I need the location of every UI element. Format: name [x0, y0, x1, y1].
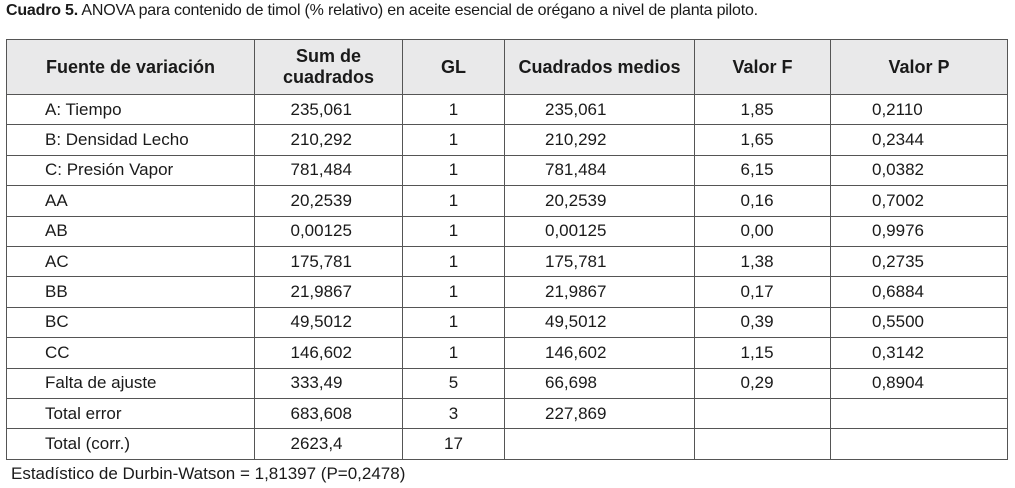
- header-mean-squares: Cuadrados medios: [505, 40, 695, 95]
- table-row: [7, 429, 1008, 459]
- table-row: [7, 155, 1008, 185]
- cell-p-value: 0,0382: [831, 155, 1008, 185]
- cell-mean-squares: 0,00125: [505, 216, 695, 246]
- cell-gl: 1: [403, 216, 505, 246]
- cell-sum-squares-value: 0,00125: [290, 221, 352, 241]
- cell-sum-squares: [255, 307, 403, 337]
- cell-f-value: [695, 155, 831, 185]
- cell-sum-squares: [255, 338, 403, 368]
- cell-sum-squares: [255, 155, 403, 185]
- cell-sum-squares-value: 333,49: [290, 373, 343, 393]
- cell-mean-squares: 49,5012: [505, 307, 695, 337]
- caption-label: Cuadro 5.: [6, 2, 78, 19]
- cell-p-value: [831, 429, 1008, 459]
- cell-f-value: [695, 216, 831, 246]
- cell-f-value-value: 1,65: [740, 130, 774, 150]
- cell-source: AB: [7, 216, 255, 246]
- cell-sum-squares: [255, 398, 403, 428]
- cell-f-value: [695, 125, 831, 155]
- cell-sum-squares-value: 210,292: [290, 130, 352, 150]
- cell-mean-squares: 227,869: [505, 398, 695, 428]
- cell-f-value: [695, 338, 831, 368]
- table-row: [7, 95, 1008, 125]
- cell-f-value: [695, 307, 831, 337]
- cell-sum-squares: [255, 246, 403, 276]
- cell-gl: 17: [403, 429, 505, 459]
- cell-mean-squares: 235,061: [505, 95, 695, 125]
- header-source: Fuente de variación: [7, 40, 255, 95]
- cell-sum-squares-value: 49,5012: [290, 312, 352, 332]
- cell-p-value: 0,9976: [831, 216, 1008, 246]
- cell-f-value: [695, 398, 831, 428]
- cell-p-value: 0,2110: [831, 95, 1008, 125]
- cell-f-value: [695, 368, 831, 398]
- table-row: [7, 216, 1008, 246]
- cell-p-value: 0,8904: [831, 368, 1008, 398]
- caption-text: ANOVA para contenido de timol (% relativo) en aceite esencial de orégano a nivel de planta piloto.: [81, 2, 758, 19]
- cell-source: BC: [7, 307, 255, 337]
- cell-source: Falta de ajuste: [7, 368, 255, 398]
- cell-sum-squares: [255, 95, 403, 125]
- cell-source: C: Presión Vapor: [7, 155, 255, 185]
- table-row: [7, 246, 1008, 276]
- cell-f-value-value: 0,00: [740, 221, 774, 241]
- cell-source: AA: [7, 186, 255, 216]
- cell-f-value: [695, 95, 831, 125]
- cell-source: Total (corr.): [7, 429, 255, 459]
- cell-p-value: [831, 398, 1008, 428]
- table-row: [7, 307, 1008, 337]
- cell-f-value-value: 1,85: [740, 99, 774, 119]
- cell-source: A: Tiempo: [7, 95, 255, 125]
- cell-p-value: 0,3142: [831, 338, 1008, 368]
- cell-f-value-value: 1,38: [740, 251, 774, 271]
- cell-gl: 1: [403, 125, 505, 155]
- anova-table: [6, 39, 1008, 460]
- table-row: [7, 125, 1008, 155]
- cell-p-value: 0,5500: [831, 307, 1008, 337]
- cell-gl: 1: [403, 277, 505, 307]
- cell-sum-squares-value: 175,781: [290, 251, 352, 271]
- cell-mean-squares: 66,698: [505, 368, 695, 398]
- cell-gl: 1: [403, 95, 505, 125]
- cell-f-value-value: 0,16: [740, 190, 774, 210]
- cell-f-value-value: 0,17: [740, 282, 774, 302]
- durbin-watson-footnote: Estadístico de Durbin-Watson = 1,81397 (P=0,2478): [11, 464, 406, 483]
- cell-sum-squares-value: 146,602: [290, 342, 352, 362]
- cell-sum-squares-value: 683,608: [290, 403, 352, 423]
- cell-f-value: [695, 246, 831, 276]
- cell-gl: 1: [403, 338, 505, 368]
- cell-f-value-value: 1,15: [740, 342, 774, 362]
- cell-mean-squares: 781,484: [505, 155, 695, 185]
- cell-gl: 1: [403, 186, 505, 216]
- cell-source: Total error: [7, 398, 255, 428]
- cell-sum-squares-value: 235,061: [290, 99, 352, 119]
- cell-sum-squares-value: 2623,4: [290, 433, 343, 453]
- cell-f-value: [695, 429, 831, 459]
- header-sum-line1: Sum de: [295, 46, 361, 66]
- cell-f-value: [695, 277, 831, 307]
- cell-mean-squares: 20,2539: [505, 186, 695, 216]
- cell-mean-squares: 210,292: [505, 125, 695, 155]
- cell-gl: 1: [403, 155, 505, 185]
- table-row: [7, 338, 1008, 368]
- header-p-value: Valor P: [831, 40, 1008, 95]
- cell-source: B: Densidad Lecho: [7, 125, 255, 155]
- cell-mean-squares: 175,781: [505, 246, 695, 276]
- cell-gl: 1: [403, 246, 505, 276]
- cell-gl: 1: [403, 307, 505, 337]
- table-body: [7, 95, 1008, 460]
- table-row: [7, 398, 1008, 428]
- cell-sum-squares: [255, 429, 403, 459]
- cell-gl: 5: [403, 368, 505, 398]
- header-sum-squares: [255, 40, 403, 95]
- table-row: [7, 368, 1008, 398]
- table-row: [7, 186, 1008, 216]
- cell-p-value: 0,2735: [831, 246, 1008, 276]
- cell-mean-squares: 146,602: [505, 338, 695, 368]
- cell-sum-squares: [255, 125, 403, 155]
- cell-mean-squares: 21,9867: [505, 277, 695, 307]
- header-f-value: Valor F: [695, 40, 831, 95]
- cell-sum-squares: [255, 277, 403, 307]
- cell-f-value-value: 0,39: [740, 312, 774, 332]
- cell-f-value-value: 6,15: [740, 160, 774, 180]
- cell-sum-squares-value: 21,9867: [290, 282, 352, 302]
- cell-sum-squares: [255, 186, 403, 216]
- cell-p-value: 0,2344: [831, 125, 1008, 155]
- cell-p-value: 0,7002: [831, 186, 1008, 216]
- header-gl: GL: [403, 40, 505, 95]
- cell-f-value: [695, 186, 831, 216]
- table-row: [7, 277, 1008, 307]
- cell-sum-squares: [255, 216, 403, 246]
- cell-sum-squares-value: 781,484: [290, 160, 352, 180]
- table-caption: [6, 2, 758, 20]
- cell-gl: 3: [403, 398, 505, 428]
- cell-p-value: 0,6884: [831, 277, 1008, 307]
- header-sum-line2: cuadrados: [282, 67, 375, 87]
- cell-source: CC: [7, 338, 255, 368]
- cell-mean-squares: [505, 429, 695, 459]
- cell-sum-squares-value: 20,2539: [290, 190, 352, 210]
- cell-f-value-value: 0,29: [740, 373, 774, 393]
- header-row: [7, 40, 1008, 95]
- cell-source: AC: [7, 246, 255, 276]
- cell-sum-squares: [255, 368, 403, 398]
- cell-source: BB: [7, 277, 255, 307]
